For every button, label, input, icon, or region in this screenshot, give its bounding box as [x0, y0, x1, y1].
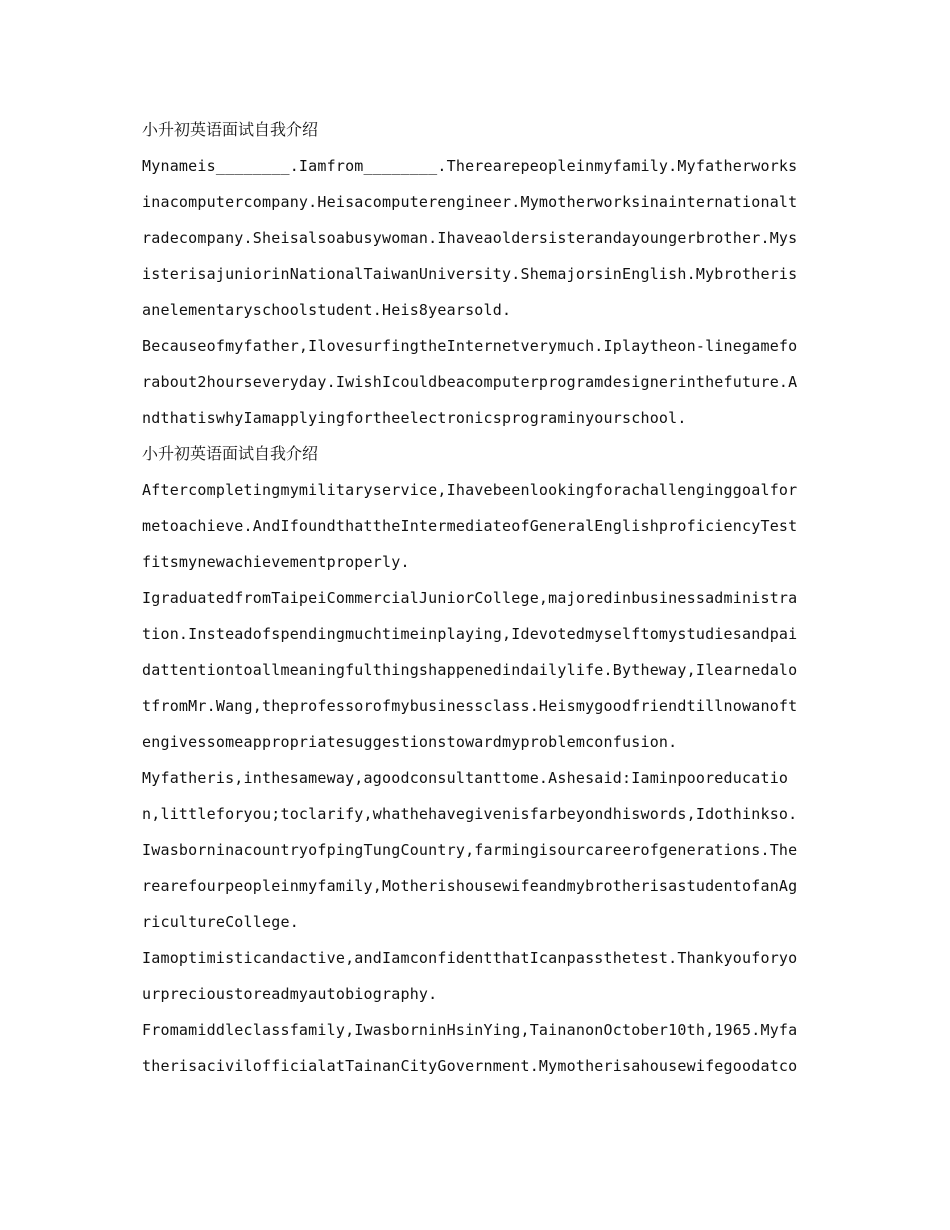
section-heading: 小升初英语面试自我介绍 — [142, 120, 319, 139]
document-body — [142, 112, 804, 1084]
paragraph: Fromamiddleclassfamily,IwasborninHsinYing,TainanonOctober10th,1965.MyfatherisacivilofficialatTainanCityGovernment.Mymotherisahousewifegoodatco — [142, 1021, 798, 1075]
section-heading: 小升初英语面试自我介绍 — [142, 444, 319, 463]
paragraph: Iamoptimisticandactive,andIamconfidentthatIcanpassthetest.Thankyouforyourprecioustoreadmyautobiography. — [142, 949, 798, 1003]
paragraph: Myfatheris,inthesameway,agoodconsultanttome.Ashesaid:Iaminpooreducation,littleforyou;toclarify,whathehavegivenisfarbeyondhiswords,Idothinkso.IwasborninacountryofpingTungCountry,farmingisourcareerofgenerations.Therearefourpeopleinmyfamily,MotherishousewifeandmybrotherisastudentofanAgricultureCollege. — [142, 769, 798, 931]
paragraph: Becauseofmyfather,IlovesurfingtheInternetverymuch.Iplaytheon-linegameforabout2hourseveryday.IwishIcouldbeacomputerprogramdesignerinthefuture.AndthatiswhyIamapplyingfortheelectronicsprograminyourschool. — [142, 337, 798, 427]
paragraph: Mynameis________.Iamfrom________.Therearepeopleinmyfamily.Myfatherworksinacomputercompany.Heisacomputerengineer.Mymotherworksinainternationaltradecompany.Sheisalsoabusywoman.Ihaveaoldersisterandayoungerbrother.MysisterisajuniorinNationalTaiwanUniversity.ShemajorsinEnglish.Mybrotherisanelementaryschoolstudent.Heis8yearsold. — [142, 157, 798, 319]
paragraph: IgraduatedfromTaipeiCommercialJuniorCollege,majoredinbusinessadministration.Insteadofspendingmuchtimeinplaying,Idevotedmyselftomystudiesandpaidattentiontoallmeaningfulthingshappenedindailylife.Bytheway,IlearnedalotfromMr.Wang,theprofessorofmybusinessclass.Heismygoodfriendtillnowanoftengivessomeappropriatesuggestionstowardmyproblemconfusion. — [142, 589, 798, 751]
paragraph: Aftercompletingmymilitaryservice,Ihavebeenlookingforachallenginggoalformetoachieve.AndIfoundthattheIntermediateofGeneralEnglishproficiencyTestfitsmynewachievementproperly. — [142, 481, 798, 571]
